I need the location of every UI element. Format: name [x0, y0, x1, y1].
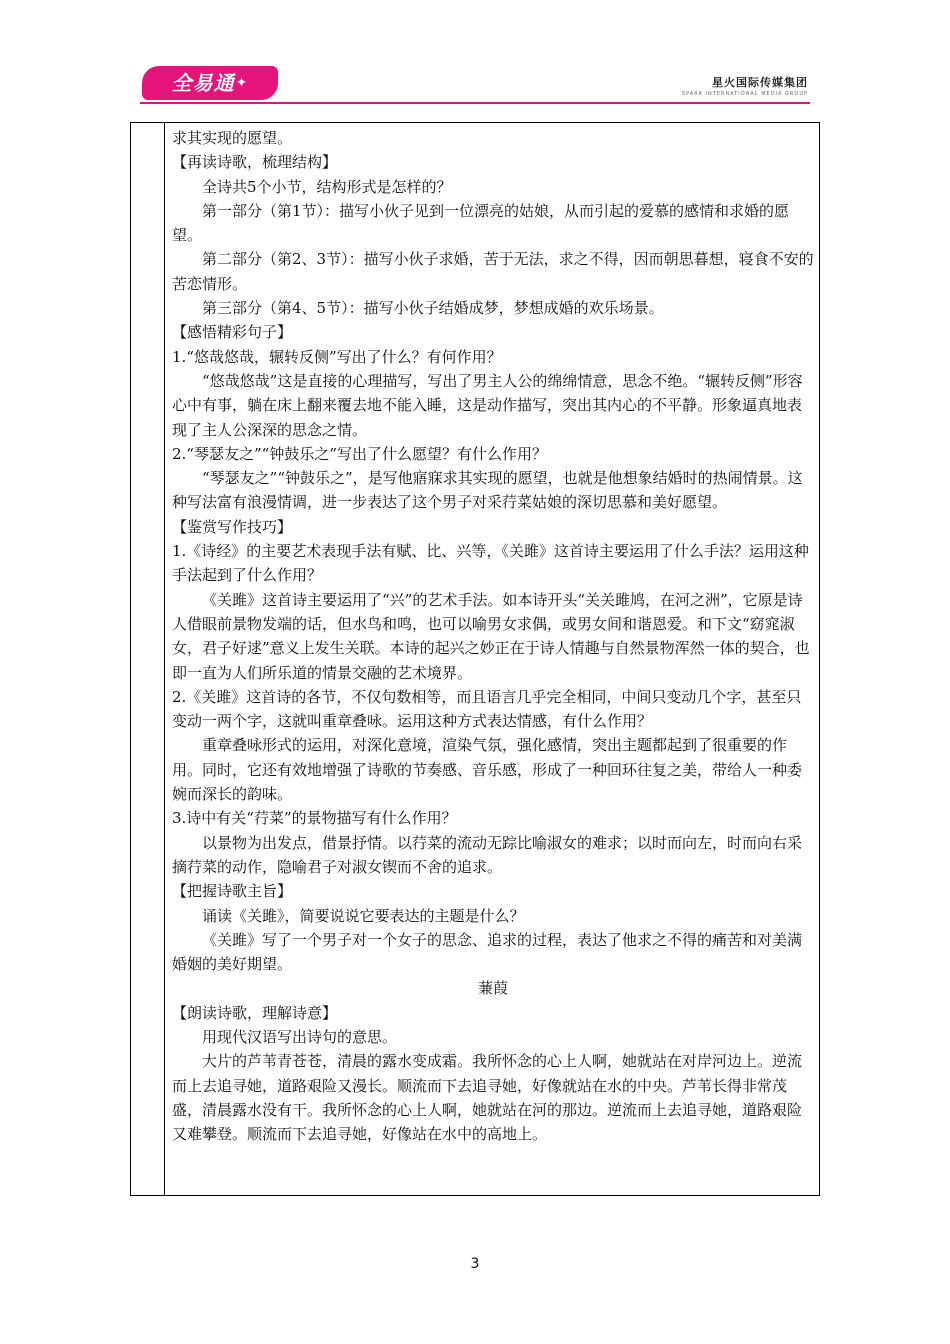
page-number: 3: [470, 1256, 480, 1272]
publisher-name-en: SPARK INTERNATIONAL MEDIA GROUP: [681, 91, 808, 97]
publisher-name-cn: 星火国际传媒集团: [712, 76, 808, 89]
table-column-divider: [164, 122, 165, 1196]
paragraph: 《关雎》写了一个男子对一个女子的思念、追求的过程，表达了他求之不得的痛苦和对美满婚姻的美好期望。: [172, 930, 803, 974]
paragraph: 第一部分（第1节）：描写小伙子见到一位漂亮的姑娘，从而引起的爱慕的感情和求婚的愿望。: [172, 201, 790, 245]
section-heading: 【再读诗歌，梳理结构】: [172, 153, 338, 172]
page-header: [0, 0, 950, 110]
section-heading: 【感悟精彩句子】: [172, 323, 293, 342]
section-heading: 【朗读诗歌，理解诗意】: [172, 1003, 338, 1022]
header-divider: [140, 102, 810, 104]
poem-title: 蒹葭: [477, 979, 508, 998]
paragraph: “琴瑟友之”“钟鼓乐之”，是写他寤寐求其实现的愿望，也就是他想象结婚时的热闹情景。这种写法富有浪漫情调，进一步表达了这个男子对采荇菜姑娘的深切思慕和美好愿望。: [172, 469, 803, 512]
paragraph: 1.《诗经》的主要艺术表现手法有赋、比、兴等，《关雎》这首诗主要运用了什么手法？运用这种手法起到了什么作用？: [172, 542, 809, 585]
brand-logo: [142, 66, 278, 100]
paragraph: 大片的芦苇青苍苍，清晨的露水变成霜。我所怀念的心上人啊，她就站在对岸河边上。逆流而上去追寻她，道路艰险又漫长。顺流而下去追寻她，好像就站在水的中央。芦苇长得非常茂盛，清晨露水没有干。我所怀念的心上人啊，她就站在河的那边。逆流而上去追寻她，道路艰险又难攀登。顺流而下去追寻她，好像站在水中的高地上。: [172, 1052, 803, 1144]
publisher-brand: [682, 74, 808, 97]
paragraph: “悠哉悠哉”这是直接的心理描写，写出了男主人公的绵绵情意，思念不绝。“辗转反侧”形容心中有事，躺在床上翻来覆去地不能入睡，这是动作描写，突出其内心的不平静。形象逼真地表现了主人公深深的思念之情。: [172, 371, 803, 439]
paragraph: 诵读《关雎》，简要说说它要表达的主题是什么？: [202, 906, 525, 925]
paragraph: 重章叠咏形式的运用，对深化意境，渲染气氛，强化感情，突出主题都起到了很重要的作用。同时，它还有效地增强了诗歌的节奏感、音乐感，形成了一种回环往复之美，带给人一种委婉而深长的韵味。: [172, 736, 803, 804]
paragraph: 全诗共5个小节，结构形式是怎样的？: [202, 177, 452, 196]
paragraph: 用现代汉语写出诗句的意思。: [202, 1027, 398, 1046]
paragraph: 第三部分（第4、5节）：描写小伙子结婚成梦，梦想成婚的欢乐场景。: [202, 299, 664, 318]
paragraph: 第二部分（第2、3节）：描写小伙子求婚，苦于无法，求之不得，因而朝思暮想，寝食不安的苦恋情形。: [172, 250, 814, 293]
star-icon: ✦: [235, 75, 249, 91]
paragraph: 以景物为出发点，借景抒情。以荇菜的流动无踪比喻淑女的难求；以时而向左，时而向右采摘荇菜的动作，隐喻君子对淑女锲而不舍的追求。: [172, 833, 803, 876]
paragraph: 《关雎》这首诗主要运用了“兴”的艺术手法。如本诗开头“关关雎鸠，在河之洲”，它原是诗人借眼前景物发端的话，但水鸟和鸣，也可以喻男女求偶，或男女间和谐恩爱。和下文“窈窕淑女，君子好逑”意义上发生关联。本诗的起兴之妙正在于诗人情趣与自然景物浑然一体的契合，也即一直为人们所乐道的情景交融的艺术境界。: [172, 590, 810, 682]
logo-text: 全易通: [171, 71, 235, 95]
paragraph: 求其实现的愿望。: [172, 129, 293, 147]
paragraph: 1.“悠哉悠哉，辗转反侧”写出了什么？有何作用？: [172, 347, 502, 366]
paragraph: 3.诗中有关“荇菜”的景物描写有什么作用？: [172, 809, 457, 828]
lesson-content: [172, 126, 814, 1146]
paragraph: 2.《关雎》这首诗的各节，不仅句数相等，而且语言几乎完全相同，中间只变动几个字，甚至只变动一两个字，这就叫重章叠咏。运用这种方式表达情感，有什么作用？: [172, 687, 802, 731]
paragraph: 2.“琴瑟友之”“钟鼓乐之”写出了什么愿望？有什么作用？: [172, 444, 547, 463]
section-heading: 【把握诗歌主旨】: [172, 882, 293, 901]
section-heading: 【鉴赏写作技巧】: [172, 517, 293, 536]
